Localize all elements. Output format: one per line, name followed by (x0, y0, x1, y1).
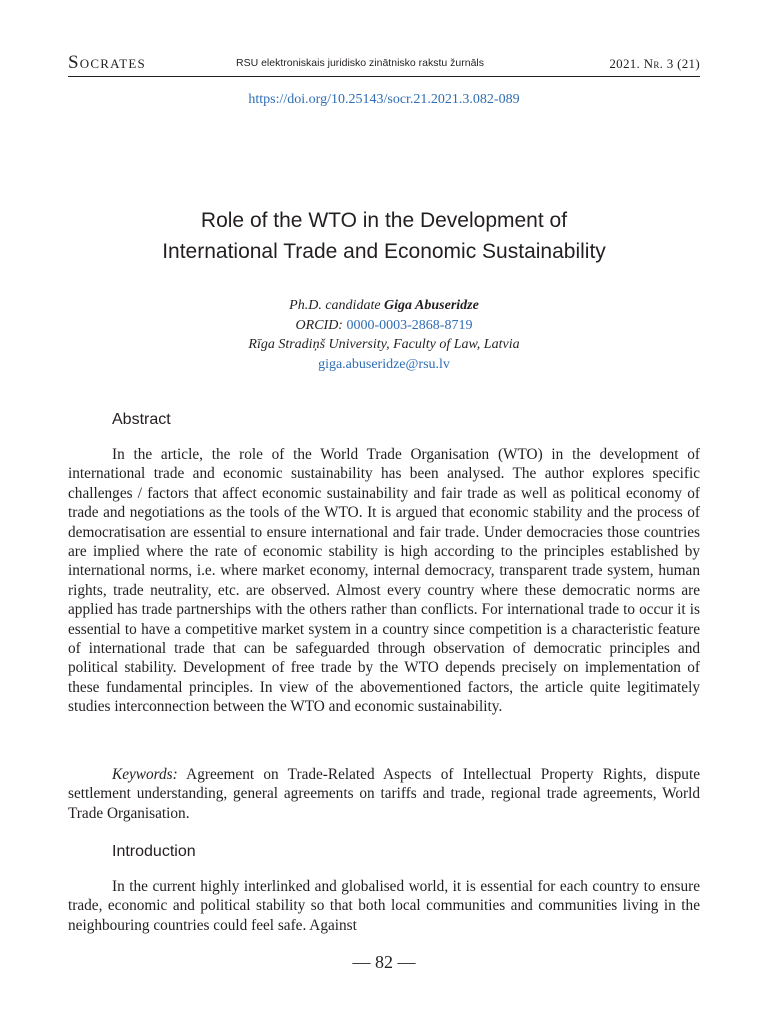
author-block (68, 296, 700, 374)
title-line-2: International Trade and Economic Sustainability (162, 240, 606, 263)
keywords-paragraph (68, 765, 700, 823)
keywords-label: Keywords: (112, 766, 178, 783)
orcid-line (68, 316, 700, 336)
introduction-text: In the current highly interlinked and globalised world, it is essential for each country to ensure trade, economic and political stability so that both local communities and communities living in the neighbouring countries could feel safe. Against (68, 878, 700, 934)
author-line (68, 296, 700, 316)
orcid-link[interactable]: 0000-0003-2868-8719 (346, 317, 473, 333)
doi-link[interactable]: https://doi.org/10.25143/socr.21.2021.3.082-089 (248, 92, 520, 107)
email-link[interactable]: giga.abuseridze@rsu.lv (318, 356, 450, 372)
keywords-text: Agreement on Trade-Related Aspects of Intellectual Property Rights, dispute settlement understanding, general agreements on tariffs and trade, regional trade agreements, World Trade Organisation. (68, 766, 700, 822)
article-title (68, 205, 700, 267)
page-number: — 82 — (352, 952, 416, 972)
journal-subtitle: RSU elektroniskais juridisko zinātnisko rakstu žurnāls (236, 57, 485, 69)
running-header (68, 52, 700, 77)
abstract-heading: Abstract (112, 411, 171, 428)
title-line-1: Role of the WTO in the Development of (200, 209, 568, 232)
orcid-label: ORCID: (295, 317, 343, 333)
affiliation: Rīga Stradiņš University, Faculty of Law, Latvia (248, 337, 520, 352)
author-prefix: Ph.D. candidate (289, 298, 381, 313)
abstract-text: In the article, the role of the World Trade Organisation (WTO) in the development of international trade and economic sustainability has been analysed. The author explores specific challenges / factors that affect economic sustainability and fair trade as well as political economy of trade and negotiations as the tools of the WTO. It is argued that economic stability and the process of democratisation are essential to ensure international and fair trade. Under democracies those countries are implied where the rate of economic stability is high according to the principles established by international norms, i.e. where market economy, internal democracy, transparent trade system, human rights, trade neutrality, etc. are observed. Almost every country where these democratic norms are applied has trade partnerships with the others rather than conflicts. For international trade to occur it is essential to have a competitive market system in a country since competition is a characteristic feature of international trade that can be safeguarded through observation of democratic principles and political stability. Development of free trade by the WTO depends precisely on implementation of these fundamental principles. In view of the abovementioned factors, the article quite legitimately studies interconnection between the WTO and economic sustainability. (68, 446, 700, 716)
issue-nr-label: Nr. (643, 56, 664, 71)
journal-name: Socrates (68, 52, 146, 73)
author-name: Giga Abuseridze (384, 298, 479, 313)
issue-info (609, 56, 700, 72)
introduction-heading: Introduction (112, 843, 196, 860)
issue-year: 2021. (609, 56, 641, 71)
issue-number: 3 (21) (666, 56, 700, 71)
